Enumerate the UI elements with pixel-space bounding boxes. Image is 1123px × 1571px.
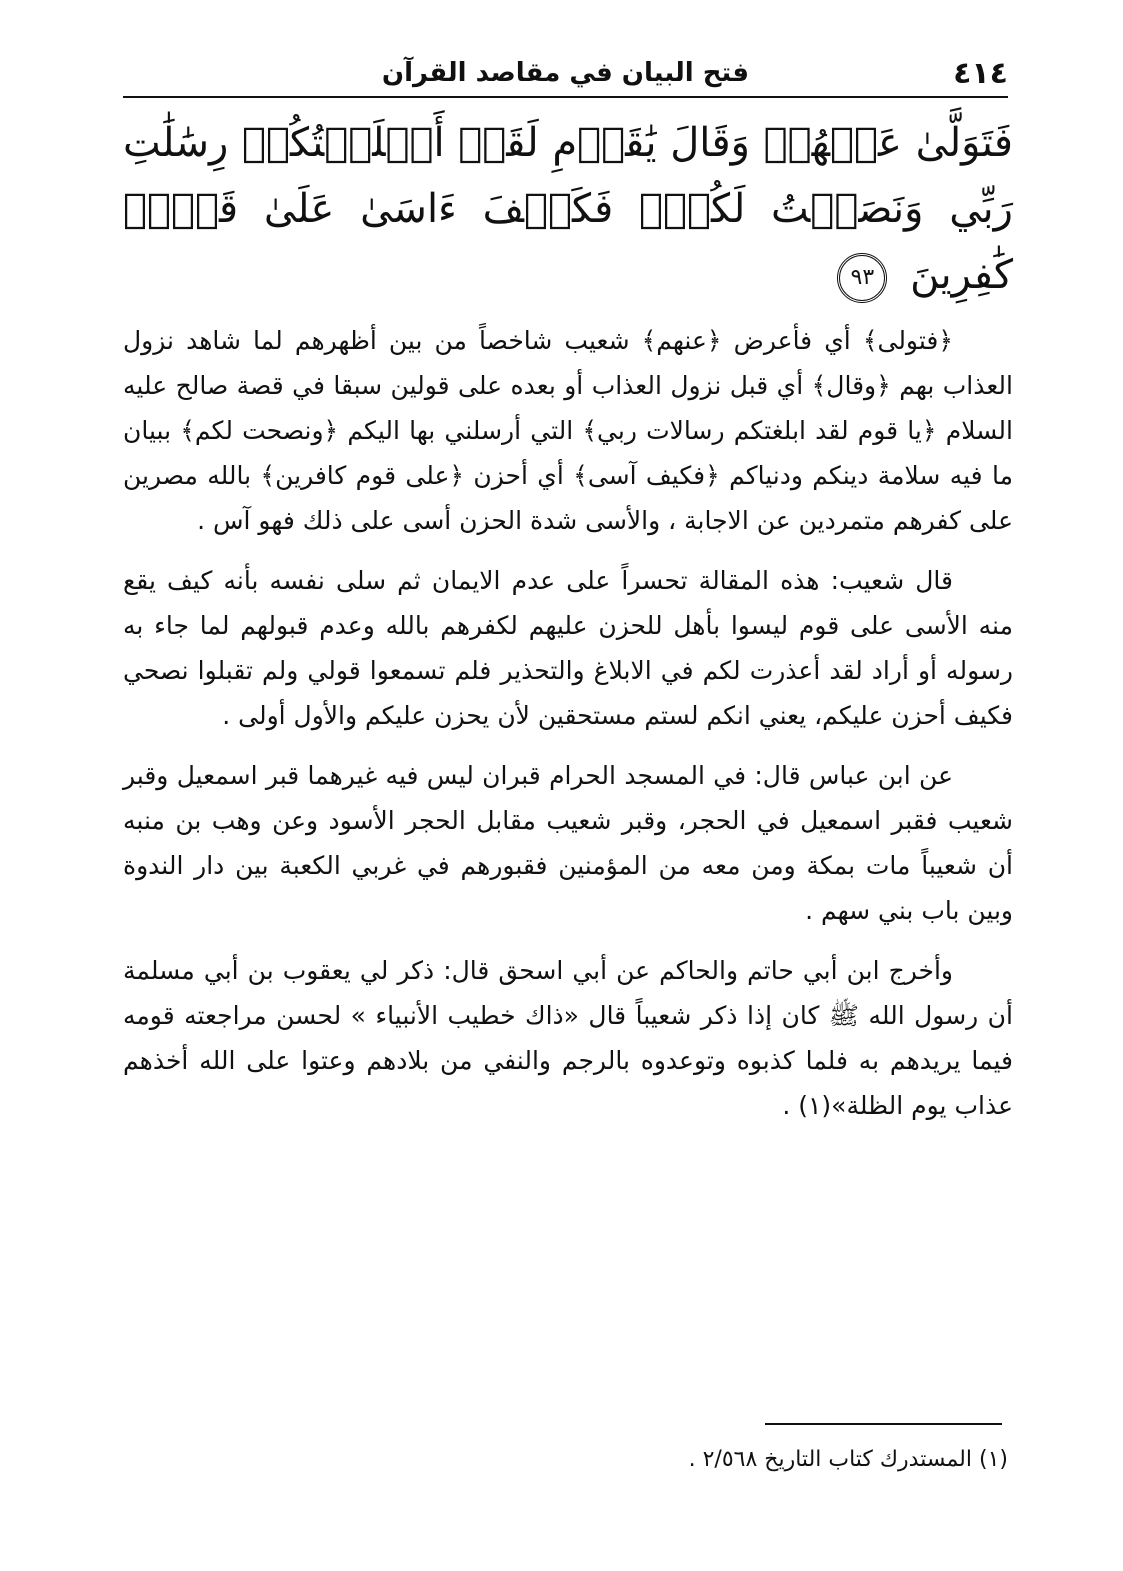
paragraph: عن ابن عباس قال: في المسجد الحرام قبران ليس فيه غيرهما قبر اسمعيل وقبر شعيب فقبر اسمعيل في الحجر، وقبر شعيب مقابل الحجر الأسود وعن وهب بن منبه أن شعيباً مات بمكة ومن معه من المؤمنين فقبورهم في غربي الكعبة بين دار الندوة وبين باب بني سهم . bbox=[123, 761, 1013, 925]
footnote-divider bbox=[765, 1423, 1002, 1425]
running-header bbox=[123, 52, 1008, 98]
ayah-number: ٩٣ bbox=[850, 265, 875, 290]
quran-verse bbox=[123, 110, 1013, 308]
commentary-text bbox=[123, 318, 1013, 1143]
book-title: فتح البيان في مقاصد القرآن bbox=[381, 58, 750, 88]
footnote: (١) المستدرك كتاب التاريخ ٢/٥٦٨ . bbox=[688, 1447, 1008, 1472]
page-number: ٤١٤ bbox=[953, 56, 1008, 91]
paragraph: ﴿فتولى﴾ أي فأعرض ﴿عنهم﴾ شعيب شاخصاً من بين أظهرهم لما شاهد نزول العذاب بهم ﴿وقال﴾ أي قبل نزول العذاب أو بعده على قولين سبقا في قصة صالح عليه السلام ﴿يا قوم لقد ابلغتكم رسالات ربي﴾ التي أرسلني بها اليكم ﴿ونصحت لكم﴾ ببيان ما فيه سلامة دينكم ودنياكم ﴿فكيف آسى﴾ أي أحزن ﴿على قوم كافرين﴾ بالله مصرين على كفرهم متمردين عن الاجابة ، والأسى شدة الحزن أسى على ذلك فهو آس . bbox=[123, 326, 1013, 535]
verse-text: فَتَوَلَّىٰ عَنۡهُمۡ وَقَالَ يَٰقَوۡمِ لَقَدۡ أَبۡلَغۡتُكُمۡ رِسَٰلَٰتِ رَبِّي وَنَصَحۡتُ لَكُمۡۖ فَكَيۡفَ ءَاسَىٰ عَلَىٰ قَوۡمٖ كَٰفِرِينَ bbox=[123, 120, 1013, 298]
ayah-number-marker bbox=[837, 253, 887, 303]
paragraph: وأخرج ابن أبي حاتم والحاكم عن أبي اسحق قال: ذكر لي يعقوب بن أبي مسلمة أن رسول الله ﷺ كان إذا ذكر شعيباً قال «ذاك خطيب الأنبياء » لحسن مراجعته قومه فيما يريدهم به فلما كذبوه وتوعدوه بالرجم والنفي من بلادهم وعتوا على الله أخذهم عذاب يوم الظلة»(١) . bbox=[123, 956, 1013, 1120]
paragraph: قال شعيب: هذه المقالة تحسراً على عدم الايمان ثم سلى نفسه بأنه كيف يقع منه الأسى على قوم ليسوا بأهل للحزن عليهم لكفرهم بالله وعدم قبولهم لما جاء به رسوله أو أراد لقد أعذرت لكم في الابلاغ والتحذير فلم تسمعوا قولي ولم تقبلوا نصحي فكيف أحزن عليكم، يعني انكم لستم مستحقين لأن يحزن عليكم والأول أولى . bbox=[123, 566, 1013, 730]
